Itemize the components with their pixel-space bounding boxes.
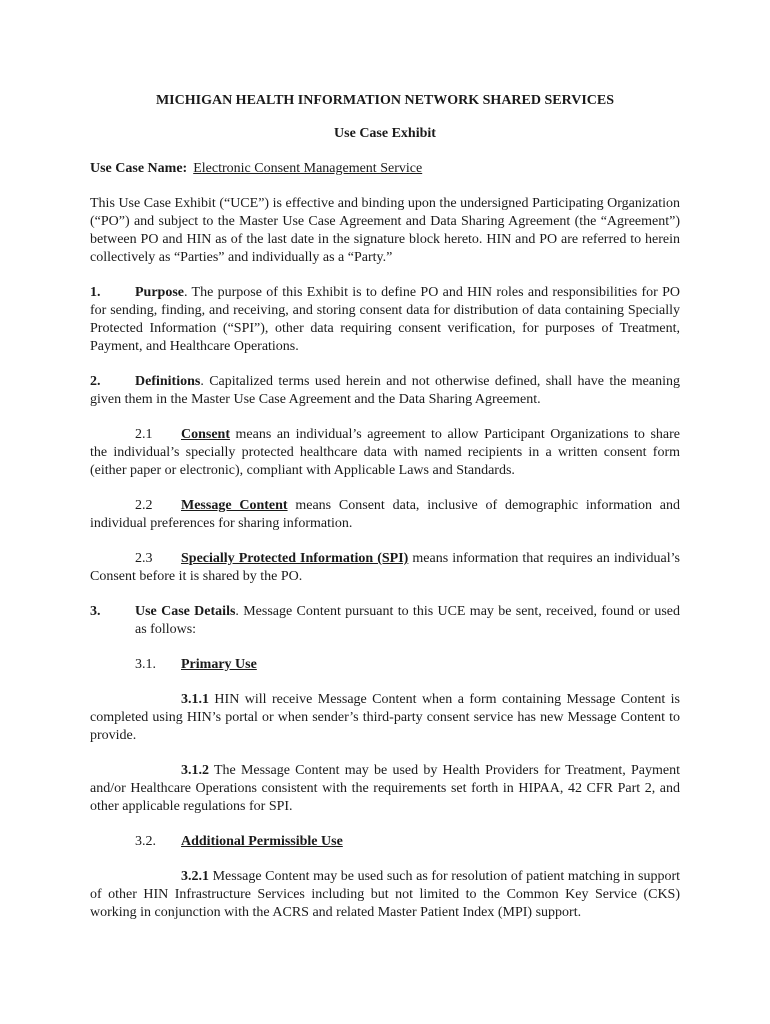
section-number: 1.	[90, 285, 101, 300]
definition-text: means an individual’s agreement to allow Participant Organizations to share the individual’s specially protected healthcare data with named recipients in a written consent form (either paper or electronic), compliant with Applicable Laws and Standards.	[90, 427, 680, 478]
intro-paragraph: This Use Case Exhibit (“UCE”) is effective and binding upon the undersigned Participating Organization (“PO”) and subject to the Master Use Case Agreement and Data Sharing Agreement (the “Agreement”) between PO and HIN as of the last date in the signature block hereto. HIN and PO are referred to herein collectively as “Parties” and individually as a “Party.”	[90, 196, 680, 265]
clause-number: 3.1.2	[181, 763, 209, 778]
definition-number: 2.1	[135, 427, 153, 442]
clause-3-1-2	[90, 762, 680, 816]
section-title: Use Case Details	[135, 604, 236, 619]
clause-text: Message Content may be used such as for resolution of patient matching in support of other HIN Infrastructure Services including but not limited to the Common Key Service (CKS) working in conjunction with the ACRS and related Master Patient Index (MPI) support.	[90, 869, 680, 920]
subsection-number: 3.1.	[135, 657, 156, 672]
section-number: 2.	[90, 374, 101, 389]
document-subtitle: Use Case Exhibit	[334, 126, 436, 141]
clause-number: 3.2.1	[181, 869, 209, 884]
definition-term: Specially Protected Information (SPI)	[181, 551, 409, 566]
clause-3-2-1	[90, 868, 680, 922]
clause-3-1-1	[90, 691, 680, 745]
definition-spi	[90, 550, 680, 586]
subsection-number: 3.2.	[135, 834, 156, 849]
use-case-name	[90, 160, 680, 178]
definition-term: Consent	[181, 427, 231, 442]
section-number: 3.	[90, 604, 101, 619]
section-use-case-details	[90, 603, 680, 639]
use-case-name-value: Electronic Consent Management Service	[193, 161, 423, 176]
section-body	[135, 603, 680, 639]
definition-text: means Consent data, inclusive of demographic information and individual preferences for sharing information.	[90, 498, 680, 531]
use-case-name-label: Use Case Name:	[90, 161, 188, 176]
section-definitions	[90, 373, 680, 409]
section-purpose	[90, 284, 680, 356]
subsection-additional-use	[90, 833, 680, 851]
document-title: MICHIGAN HEALTH INFORMATION NETWORK SHARED SERVICES	[155, 93, 615, 108]
section-title: Definitions	[135, 374, 201, 389]
definition-term: Message Content	[181, 498, 288, 513]
clause-text: The Message Content may be used by Health Providers for Treatment, Payment and/or Healthcare Operations consistent with the requirements set forth in HIPAA, 42 CFR Part 2, and other applicable regulations for SPI.	[90, 763, 680, 814]
subsection-title: Additional Permissible Use	[181, 834, 343, 849]
clause-number: 3.1.1	[181, 692, 209, 707]
section-title: Purpose	[135, 285, 184, 300]
definition-consent	[90, 426, 680, 480]
subsection-title: Primary Use	[181, 657, 257, 672]
section-text: . Capitalized terms used herein and not otherwise defined, shall have the meaning given them in the Master Use Case Agreement and the Data Sharing Agreement.	[90, 374, 680, 407]
section-text: . The purpose of this Exhibit is to define PO and HIN roles and responsibilities for PO for sending, finding, and receiving, and storing consent data for distribution of data containing Specially Protected Information (“SPI”), other data requiring consent verification, for purposes of Treatment, Payment, and Healthcare Operations.	[90, 285, 680, 354]
subsection-primary-use	[90, 656, 680, 674]
definition-number: 2.2	[135, 498, 153, 513]
clause-text: HIN will receive Message Content when a form containing Message Content is completed using HIN’s portal or when sender’s third-party consent service has new Message Content to provide.	[90, 692, 680, 743]
section-text: . Message Content pursuant to this UCE may be sent, received, found or used as follows:	[135, 604, 680, 637]
definition-number: 2.3	[135, 551, 153, 566]
definition-text: means information that requires an individual’s Consent before it is shared by the PO.	[90, 551, 680, 584]
definition-message-content	[90, 497, 680, 533]
